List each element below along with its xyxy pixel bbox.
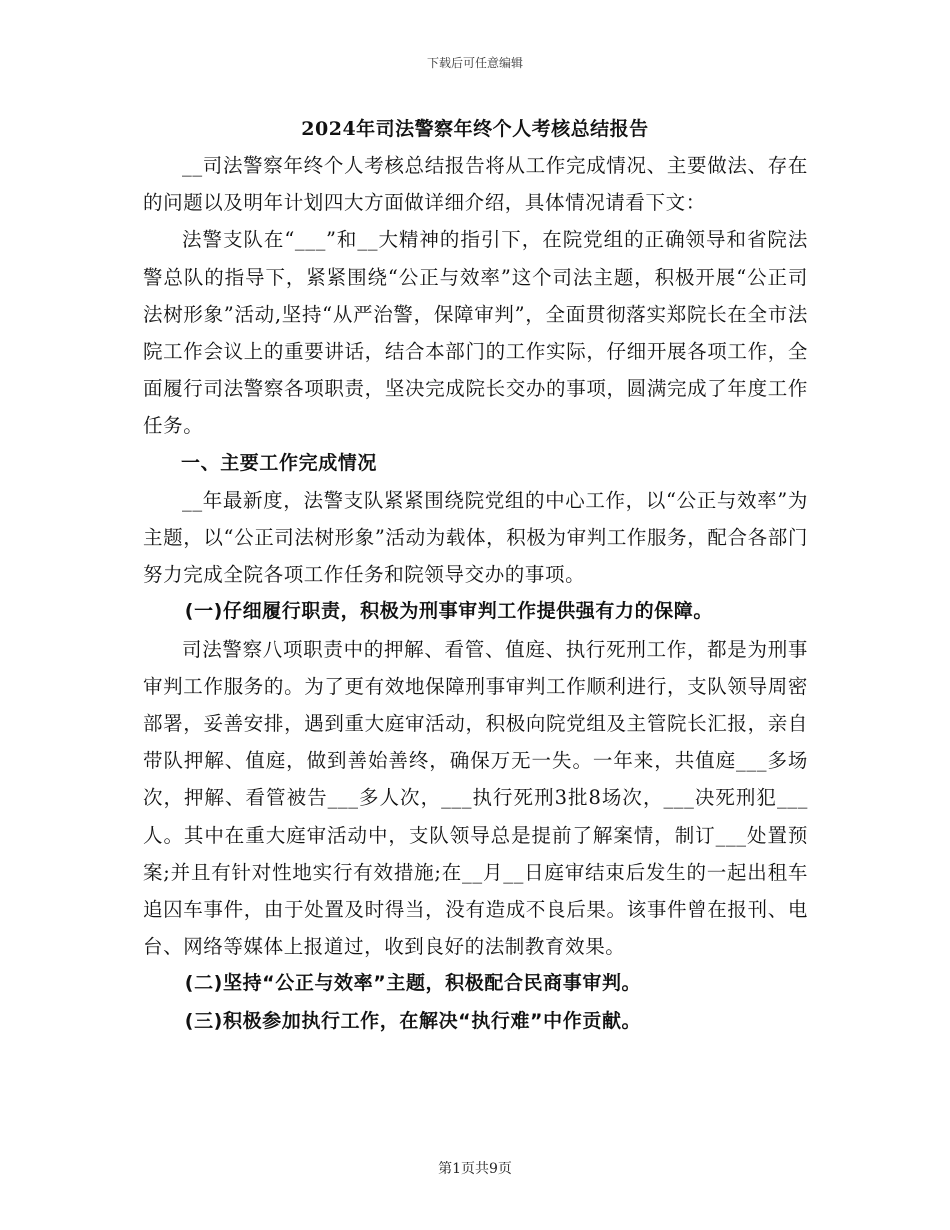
header-note: 下载后可任意编辑 bbox=[426, 56, 523, 70]
overview-paragraph: 法警支队在“___”和__大精神的指引下，在院党组的正确领导和省院法警总队的指导下，紧紧围绕“公正与效率”这个司法主题，积极开展“公正司法树形象”活动,坚持“从严治警，保障审判”，全面贯彻落实郑院长在全市法院工作会议上的重要讲话，结合本部门的工作实际，仔细开展各项工作，全面履行司法警察各项职责，坚决完成院长交办的事项，圆满完成了年度工作任务。 bbox=[143, 228, 808, 438]
subsection-heading-2: (二)坚持“公正与效率”主题，积极配合民商事审判。 bbox=[184, 972, 642, 995]
document-title: 2024年司法警察年终个人考核总结报告 bbox=[301, 118, 649, 140]
section-heading: 一、主要工作完成情况 bbox=[181, 451, 378, 474]
subsection-heading-3: (三)积极参加执行工作，在解决“执行难”中作贡献。 bbox=[184, 1009, 642, 1032]
subsection-heading-1: (一)仔细履行职责，积极为刑事审判工作提供强有力的保障。 bbox=[184, 600, 713, 623]
page-number: 第1页共9页 bbox=[438, 1161, 512, 1177]
document-body bbox=[143, 147, 808, 1040]
intro-paragraph: __司法警察年终个人考核总结报告将从工作完成情况、主要做法、存在的问题以及明年计划四大方面做详细介绍，具体情况请看下文： bbox=[143, 154, 808, 215]
subsection-1-paragraph: 司法警察八项职责中的押解、看管、值庭、执行死刑工作，都是为刑事审判工作服务的。为了更有效地保障刑事审判工作顺利进行，支队领导周密部署，妥善安排，遇到重大庭审活动，积极向院党组及主管院长汇报，亲自带队押解、值庭，做到善始善终，确保万无一失。一年来，共值庭___多场次，押解、看管被告___多人次，___执行死刑3批8场次，___决死刑犯___人。其中在重大庭审活动中，支队领导总是提前了解案情，制订___处置预案;并且有针对性地实行有效措施;在__月__日庭审结束后发生的一起出租车追囚车事件，由于处置及时得当，没有造成不良后果。该事件曾在报刊、电台、网络等媒体上报道过，收到良好的法制教育效果。 bbox=[143, 637, 808, 959]
section-summary-paragraph: __年最新度，法警支队紧紧围绕院党组的中心工作，以“公正与效率”为主题，以“公正司法树形象”活动为载体，积极为审判工作服务，配合各部门努力完成全院各项工作任务和院领导交办的事项。 bbox=[143, 488, 808, 587]
